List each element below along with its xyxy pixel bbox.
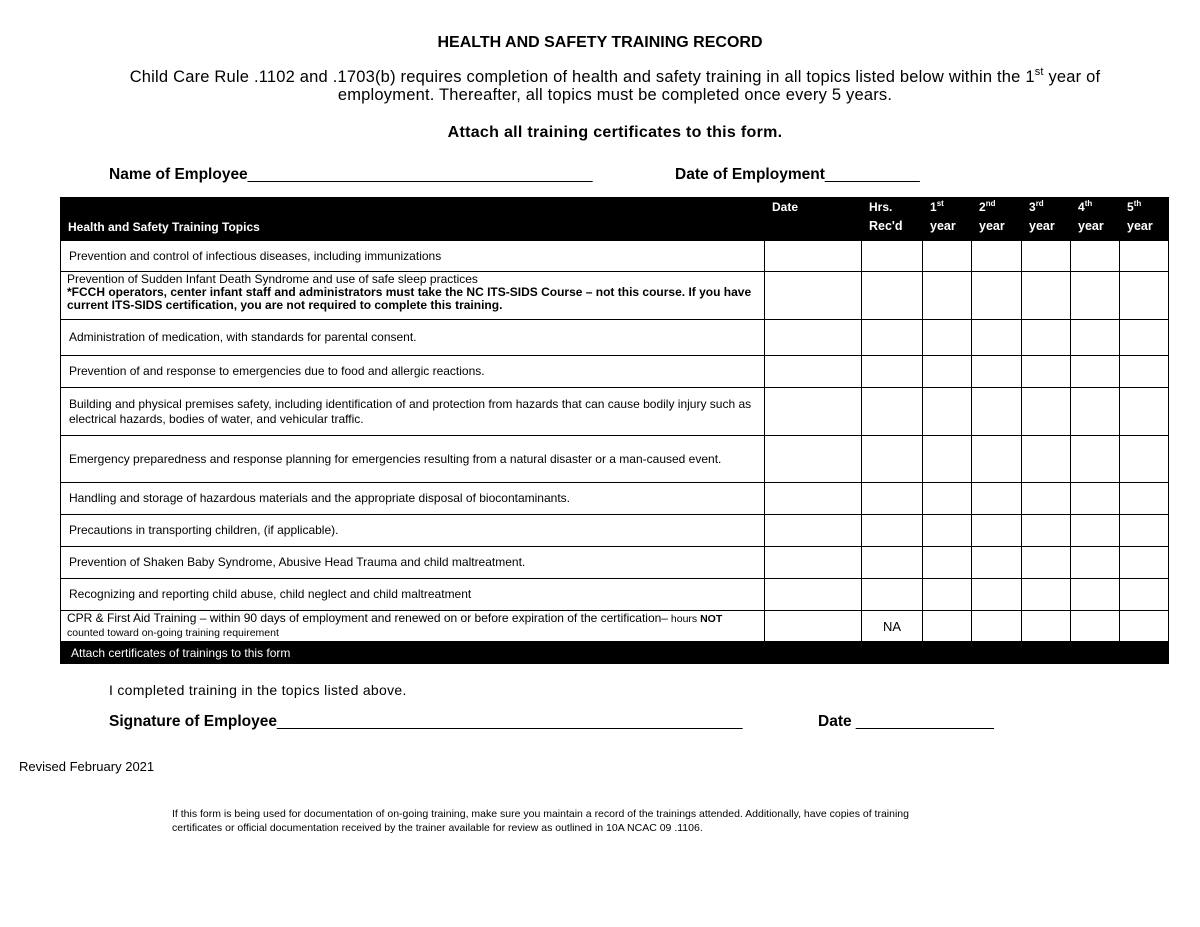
hrs-cell[interactable] — [862, 241, 923, 272]
topic-cell: Handling and storage of hazardous materials and the appropriate disposal of biocontaminants. — [61, 483, 765, 515]
table-row — [61, 272, 1169, 320]
year-3-cell[interactable] — [1022, 436, 1071, 483]
table-footer: Attach certificates of trainings to this form — [61, 642, 1169, 664]
date-cell[interactable] — [765, 272, 862, 320]
date-cell[interactable] — [765, 483, 862, 515]
hrs-cell[interactable] — [862, 356, 923, 388]
cpr-hours-prefix: hours — [667, 613, 701, 625]
attach-note: Attach all training certificates to this form. — [447, 124, 783, 141]
year-4-cell[interactable] — [1071, 436, 1120, 483]
year-2-cell[interactable] — [972, 241, 1022, 272]
topic-cell: Administration of medication, with standards for parental consent. — [61, 320, 765, 356]
header-topics: Health and Safety Training Topics — [61, 198, 765, 241]
topic-cell — [61, 611, 765, 642]
hrs-cell[interactable] — [862, 547, 923, 579]
employee-name-label: Name of Employee — [109, 166, 248, 183]
year-3-cell[interactable] — [1022, 320, 1071, 356]
year-1-cell[interactable] — [923, 515, 972, 547]
table-row — [61, 436, 1169, 483]
year-5-cell[interactable] — [1120, 320, 1169, 356]
cpr-hours-not: NOT — [700, 613, 723, 625]
rule-text-end: year of employment. Thereafter, all topics must be completed once every 5 years. — [337, 68, 1101, 104]
topic-cell: Precautions in transporting children, (if applicable). — [61, 515, 765, 547]
year-4-cell[interactable] — [1071, 241, 1120, 272]
year-3-cell[interactable] — [1022, 483, 1071, 515]
hrs-cell[interactable] — [862, 436, 923, 483]
year-3-cell[interactable] — [1022, 515, 1071, 547]
year-1-cell[interactable] — [923, 320, 972, 356]
table-row — [61, 356, 1169, 388]
year-3-cell[interactable] — [1022, 356, 1071, 388]
year-2-cell[interactable] — [972, 388, 1022, 436]
date-cell[interactable] — [765, 611, 862, 642]
year-4-cell[interactable] — [1071, 483, 1120, 515]
hrs-cell[interactable] — [862, 320, 923, 356]
date-cell[interactable] — [765, 515, 862, 547]
hrs-cell[interactable] — [862, 579, 923, 611]
year-3-cell[interactable] — [1022, 547, 1071, 579]
employee-name-field[interactable] — [109, 166, 593, 184]
signature-line[interactable]: ______________________________________________________ — [276, 713, 743, 730]
table-row — [61, 547, 1169, 579]
date-cell[interactable] — [765, 241, 862, 272]
date-cell[interactable] — [765, 356, 862, 388]
topic-cell: Recognizing and reporting child abuse, child neglect and child maltreatment — [61, 579, 765, 611]
year-5-cell[interactable] — [1120, 436, 1169, 483]
revised-date: Revised February 2021 — [19, 759, 155, 774]
topic-cell: Building and physical premises safety, including identification of and protection from hazards that can cause bodily injury such as electrical hazards, bodies of water, and vehicular traffic. — [61, 388, 765, 436]
year-1-cell[interactable] — [923, 611, 972, 642]
year-4-cell[interactable] — [1071, 611, 1120, 642]
header-year-2: 2nd year — [972, 198, 1022, 241]
year-2-cell[interactable] — [972, 579, 1022, 611]
table-row — [61, 515, 1169, 547]
topic-text: Prevention of Sudden Infant Death Syndrome and use of safe sleep practices — [67, 273, 478, 286]
footnote: If this form is being used for documentation of on-going training, make sure you maintain a record of the trainings attended. Additionally, have copies of training certificates or official documentation received by the trainer available for review as outlined in 10A NCAC 09 .1106. — [172, 808, 909, 834]
year-1-cell[interactable] — [923, 547, 972, 579]
year-5-cell[interactable] — [1120, 579, 1169, 611]
year-5-cell[interactable] — [1120, 241, 1169, 272]
employee-name-line[interactable]: ________________________________________ — [247, 166, 593, 183]
year-2-cell[interactable] — [972, 320, 1022, 356]
cpr-topic-text: CPR & First Aid Training – within 90 days of employment and renewed on or before expiration of the certification– — [67, 612, 668, 625]
year-5-cell[interactable] — [1120, 388, 1169, 436]
table-row — [61, 483, 1169, 515]
year-4-cell[interactable] — [1071, 579, 1120, 611]
table-row — [61, 388, 1169, 436]
year-4-cell[interactable] — [1071, 356, 1120, 388]
signature-label: Signature of Employee — [109, 713, 277, 730]
year-2-cell[interactable] — [972, 547, 1022, 579]
year-2-cell[interactable] — [972, 272, 1022, 320]
completion-statement: I completed training in the topics listed above. — [109, 682, 407, 698]
year-1-cell[interactable] — [923, 272, 972, 320]
page-title: HEALTH AND SAFETY TRAINING RECORD — [437, 34, 763, 51]
year-2-cell[interactable] — [972, 515, 1022, 547]
year-3-cell[interactable] — [1022, 272, 1071, 320]
year-1-cell[interactable] — [923, 483, 972, 515]
year-4-cell[interactable] — [1071, 547, 1120, 579]
year-1-cell[interactable] — [923, 241, 972, 272]
topic-cell: Emergency preparedness and response planning for emergencies resulting from a natural disaster or a man-caused event. — [61, 436, 765, 483]
table-row — [61, 320, 1169, 356]
signature-date-line[interactable]: ________________ — [855, 713, 994, 730]
year-5-cell[interactable] — [1120, 356, 1169, 388]
signature-date-field[interactable] — [818, 713, 994, 731]
year-2-cell[interactable] — [972, 611, 1022, 642]
rule-text-sup: st — [1034, 66, 1044, 78]
date-cell[interactable] — [765, 579, 862, 611]
year-5-cell[interactable] — [1120, 547, 1169, 579]
topic-cell: Prevention of Shaken Baby Syndrome, Abusive Head Trauma and child maltreatment. — [61, 547, 765, 579]
year-1-cell[interactable] — [923, 436, 972, 483]
table-row — [61, 579, 1169, 611]
training-table — [60, 197, 1169, 664]
date-cell[interactable] — [765, 320, 862, 356]
rule-text — [80, 68, 1150, 104]
table-footer-row — [61, 642, 1169, 664]
topic-cell: Prevention of and response to emergencies due to food and allergic reactions. — [61, 356, 765, 388]
table-row — [61, 241, 1169, 272]
year-5-cell[interactable] — [1120, 272, 1169, 320]
topic-cell — [61, 272, 765, 320]
date-cell[interactable] — [765, 547, 862, 579]
sids-course-note: *FCCH operators, center infant staff and administrators must take the NC ITS-SIDS Course – not this course. If you have current ITS-SIDS certification, you are not required to complete this training. — [67, 285, 752, 312]
year-4-cell[interactable] — [1071, 272, 1120, 320]
year-3-cell[interactable] — [1022, 241, 1071, 272]
year-1-cell[interactable] — [923, 356, 972, 388]
year-4-cell[interactable] — [1071, 515, 1120, 547]
header-date: Date — [765, 198, 862, 241]
year-2-cell[interactable] — [972, 436, 1022, 483]
hrs-cell[interactable] — [862, 272, 923, 320]
year-5-cell[interactable] — [1120, 483, 1169, 515]
year-1-cell[interactable] — [923, 579, 972, 611]
header-year-3: 3rd year — [1022, 198, 1071, 241]
date-cell[interactable] — [765, 388, 862, 436]
hrs-cell[interactable] — [862, 388, 923, 436]
cpr-hours-suffix: counted toward on-going training requirement — [67, 627, 279, 639]
table-row — [61, 611, 1169, 642]
hrs-cell-na: NA — [862, 611, 923, 642]
date-of-employment-field[interactable] — [675, 166, 920, 184]
header-year-5: 5th year — [1120, 198, 1169, 241]
year-3-cell[interactable] — [1022, 388, 1071, 436]
date-of-employment-label: Date of Employment — [675, 166, 825, 183]
year-1-cell[interactable] — [923, 388, 972, 436]
year-4-cell[interactable] — [1071, 320, 1120, 356]
table-header-row — [61, 198, 1169, 241]
year-5-cell[interactable] — [1120, 515, 1169, 547]
year-2-cell[interactable] — [972, 483, 1022, 515]
header-year-1: 1st year — [923, 198, 972, 241]
header-hrs: Hrs. Rec'd — [862, 198, 923, 241]
year-5-cell[interactable] — [1120, 611, 1169, 642]
hrs-cell[interactable] — [862, 515, 923, 547]
year-3-cell[interactable] — [1022, 611, 1071, 642]
header-year-4: 4th year — [1071, 198, 1120, 241]
topic-cell: Prevention and control of infectious diseases, including immunizations — [61, 241, 765, 272]
hrs-cell[interactable] — [862, 483, 923, 515]
date-cell[interactable] — [765, 436, 862, 483]
year-4-cell[interactable] — [1071, 388, 1120, 436]
date-of-employment-line[interactable]: ___________ — [824, 166, 920, 183]
year-3-cell[interactable] — [1022, 579, 1071, 611]
signature-date-label: Date — [818, 713, 852, 730]
signature-field[interactable] — [109, 713, 742, 731]
year-2-cell[interactable] — [972, 356, 1022, 388]
rule-text-start: Child Care Rule .1102 and .1703(b) requires completion of health and safety training in all topics listed below within the 1 — [129, 68, 1035, 86]
